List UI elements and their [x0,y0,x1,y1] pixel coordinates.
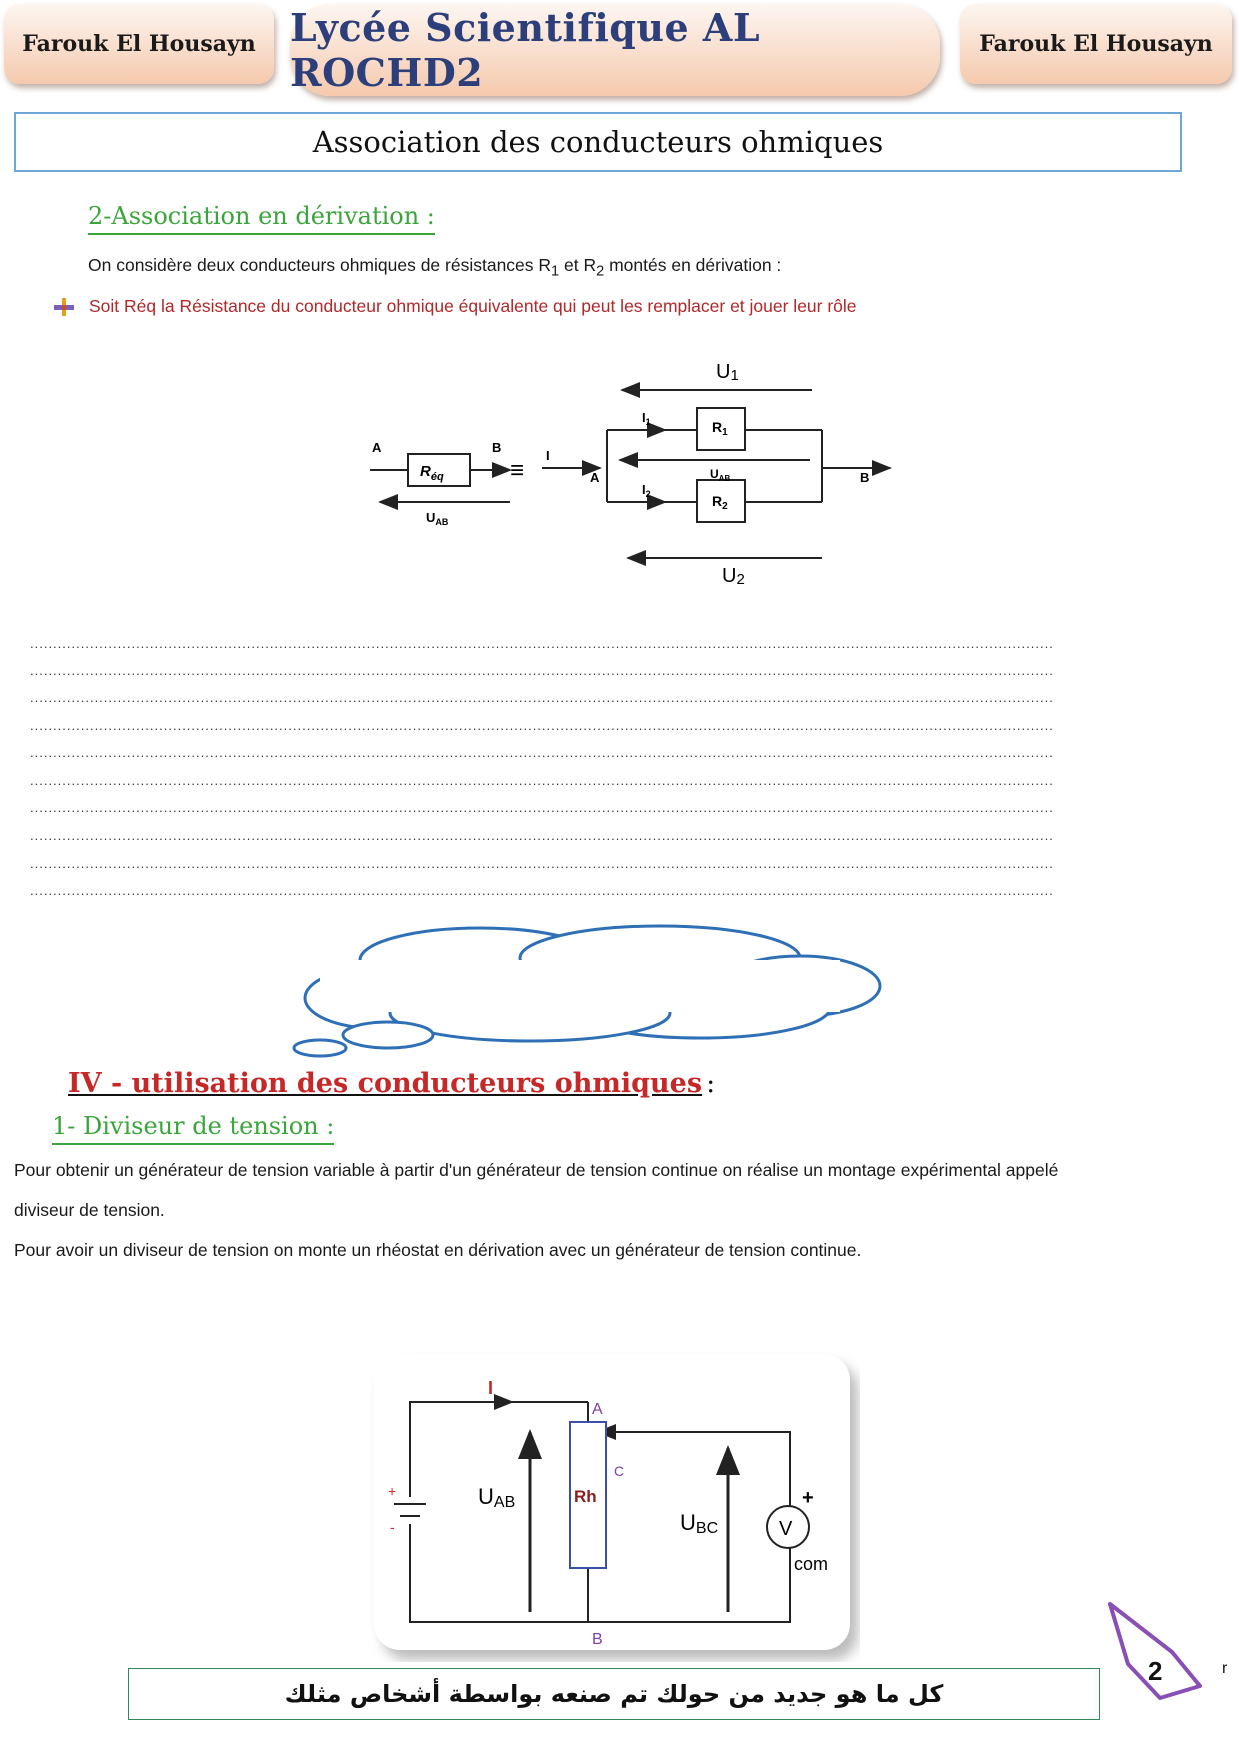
page-number-pentagon-icon [1100,1594,1220,1704]
node-b-label: B [592,1631,603,1648]
footer-quote-text: كل ما هو جديد من حولك تم صنعه بواسطة أشخاص مثلك [284,1680,944,1708]
i2-label: $I_2$ [642,482,651,499]
divider-paragraph-2: Pour avoir un diviseur de tension on monte un rhéostat en dérivation avec un générateur de tension continue. [14,1240,862,1260]
answer-line[interactable]: .............................................................................................................................................................................................................................. [30,664,1054,678]
page-number: 2 [1148,1656,1163,1686]
uab-label: UAB [478,1484,516,1511]
battery-plus: + [388,1483,397,1499]
main-current-label: I [546,448,550,463]
current-label: I [488,1378,494,1398]
voltage-divider-circuit [370,1352,860,1662]
node-a-label: A [590,470,600,485]
intro-pre: On considère deux conducteurs ohmiques de résistances R [88,255,552,275]
req-label: $R_{éq}$ [420,463,444,483]
page-edge-char: r [1222,1660,1228,1677]
intro-mid: et R [559,255,597,275]
voltmeter-com: com [794,1554,829,1574]
section2-heading [88,202,435,230]
answer-line[interactable]: .............................................................................................................................................................................................................................. [30,637,1054,651]
circuit-card [374,1354,850,1650]
header-center-tab [290,4,940,96]
uab-mid-label: $U_{AB}$ [710,467,731,483]
school-name: Lycée Scientifique AL ROCHD2 [290,5,761,95]
answer-line[interactable]: .............................................................................................................................................................................................................................. [30,774,1054,788]
answer-line[interactable]: .............................................................................................................................................................................................................................. [30,746,1054,760]
author-name-right: Farouk El Housayn [979,31,1213,57]
divider-paragraph-1: Pour obtenir un générateur de tension variable à partir d'un générateur de tension continue on réalise un montage expérimental appelé [14,1160,1059,1180]
bullet-text: Soit Réq la Résistance du conducteur ohmique équivalente qui peut les remplacer et jouer leur rôle [89,296,857,316]
voltmeter-label: V [779,1518,793,1540]
author-name-left: Farouk El Housayn [22,31,256,57]
thought-cloud-shape [280,918,900,1058]
section4-title-text: IV - utilisation des conducteurs ohmiques [68,1068,703,1099]
page-title [14,112,1182,172]
r1-label: $R_1$ [712,419,728,438]
intro-sub-1: 1 [551,263,560,280]
answer-line[interactable]: .............................................................................................................................................................................................................................. [30,801,1054,815]
answer-line[interactable]: .............................................................................................................................................................................................................................. [30,719,1054,733]
answer-line[interactable]: .............................................................................................................................................................................................................................. [30,857,1054,871]
header-right-tab [960,4,1232,84]
battery-minus: - [390,1519,395,1535]
header-left-tab [4,4,274,84]
node-b-label: B [860,470,870,485]
req-node-b: B [492,440,502,455]
req-uab-label: $U_{AB}$ [426,510,449,527]
r2-label: $R_2$ [712,493,728,512]
voltage-divider-heading-text: 1- Diviseur de tension : [52,1112,334,1145]
answer-line[interactable]: .............................................................................................................................................................................................................................. [30,691,1054,705]
req-node-a: A [372,440,382,455]
i1-label: $I_1$ [642,410,651,427]
section4-title-colon: : [706,1068,716,1099]
intro-sub-2: 2 [596,263,605,280]
voltmeter-plus: + [802,1487,814,1509]
cloud-bubble-small [294,1040,346,1056]
section2-heading-text: 2-Association en dérivation : [88,202,435,235]
parallel-circuit-diagram [360,350,920,590]
ubc-label: UBC [680,1510,719,1537]
answer-line[interactable]: .............................................................................................................................................................................................................................. [30,829,1054,843]
answer-line[interactable]: .............................................................................................................................................................................................................................. [30,884,1054,898]
section4-title [68,1068,715,1099]
u2-label: U2 [722,565,745,588]
intro-post: montés en dérivation : [604,255,782,275]
u1-label: U1 [716,361,739,384]
voltage-divider-heading [52,1112,334,1140]
section2-intro [88,255,781,280]
divider-paragraph-1b: diviseur de tension. [14,1200,165,1220]
node-a-label: A [592,1401,603,1418]
equivalence-symbol: ≡ [510,457,525,484]
cloud-bubble-large [343,1022,433,1048]
footer-quote [128,1668,1100,1720]
node-c-label: C [614,1463,625,1479]
rheostat-label: Rh [574,1487,597,1506]
bullet-icon [52,296,76,320]
page-title-text: Association des conducteurs ohmiques [312,125,884,159]
